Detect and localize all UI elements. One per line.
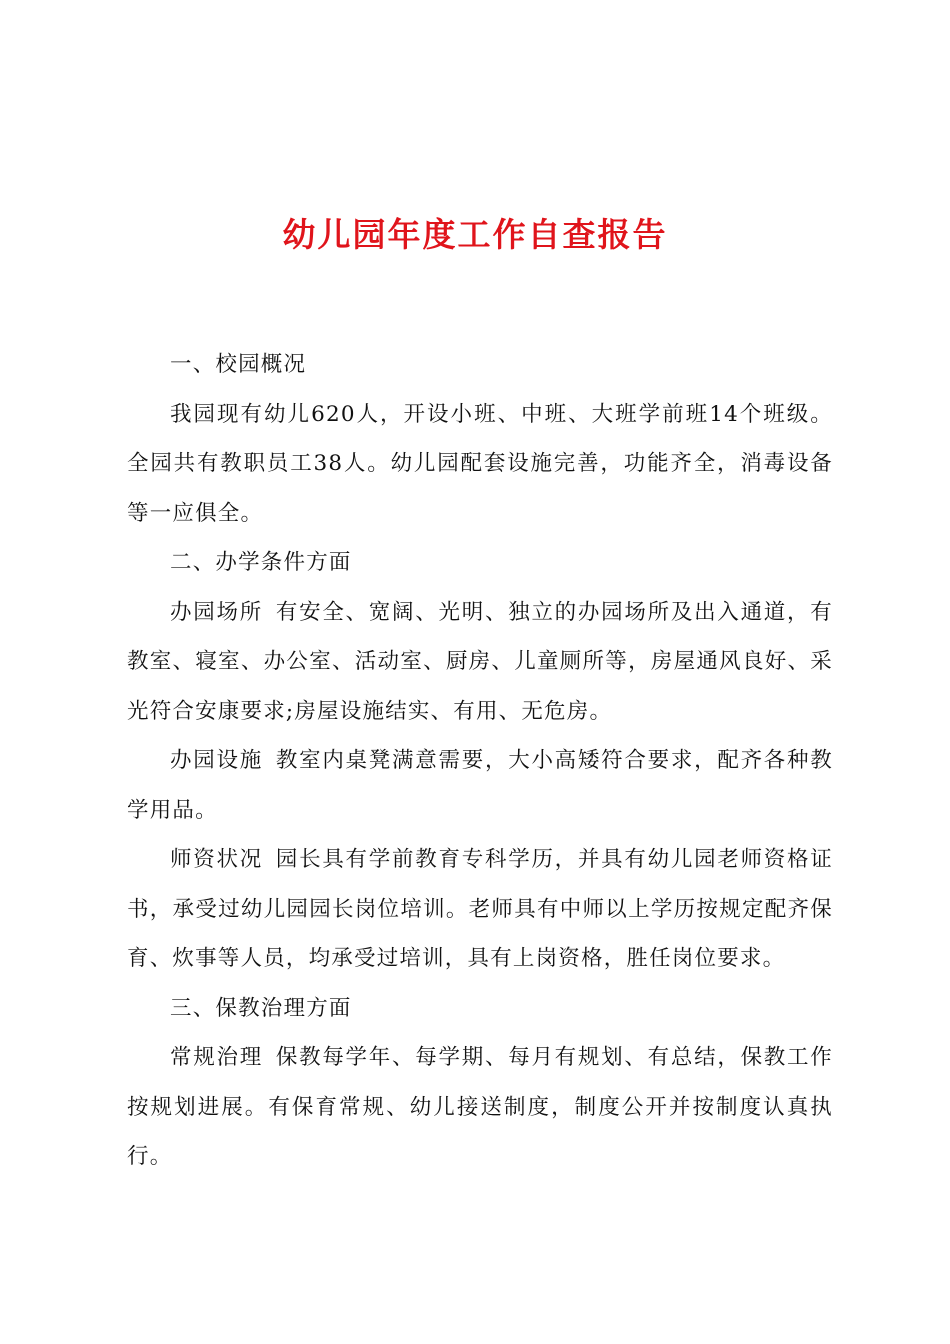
paragraph-school-premises	[127, 588, 833, 737]
section-heading-school-conditions: 二、办学条件方面	[170, 550, 352, 575]
paragraph-text-routine: 保教每学年、每学期、每月有规划、有总结，保教工作按规划进展。有保育常规、幼儿接送制度，制度公开并按制度认真执行。	[127, 1045, 833, 1169]
paragraph-school-facilities	[127, 736, 833, 835]
paragraph-text-staff: 园长具有学前教育专科学历，并具有幼儿园老师资格证书，承受过幼儿园园长岗位培训。老师具有中师以上学历按规定配齐保育、炊事等人员，均承受过培训，具有上岗资格，胜任岗位要求。	[127, 847, 833, 971]
paragraph-lead-routine: 常规治理	[170, 1045, 263, 1070]
paragraph-lead-staff: 师资状况	[170, 847, 263, 872]
section-heading-campus-overview: 一、校园概况	[170, 352, 307, 377]
paragraph-campus-overview: 我园现有幼儿620人，开设小班、中班、大班学前班14个班级。全园共有教职员工38人。幼儿园配套设施完善，功能齐全，消毒设备等一应俱全。	[127, 401, 833, 526]
section-heading-care-education-management: 三、保教治理方面	[170, 995, 352, 1021]
paragraph-lead-premises: 办园场所	[170, 599, 263, 625]
paragraph-text-facilities: 教室内桌凳满意需要，大小高矮符合要求，配齐各种教学用品。	[127, 748, 833, 823]
paragraph-text-premises: 有安全、宽阔、光明、独立的办园场所及出入通道，有教室、寝室、办公室、活动室、厨房、儿童厕所等，房屋通风良好、采光符合安康要求;房屋设施结实、有用、无危房。	[127, 599, 833, 724]
paragraph-lead-facilities: 办园设施	[170, 748, 263, 773]
document-title: 幼儿园年度工作自查报告	[282, 215, 668, 254]
document-body	[127, 340, 833, 1182]
paragraph-teaching-staff	[127, 835, 833, 984]
paragraph-routine-management	[127, 1033, 833, 1182]
